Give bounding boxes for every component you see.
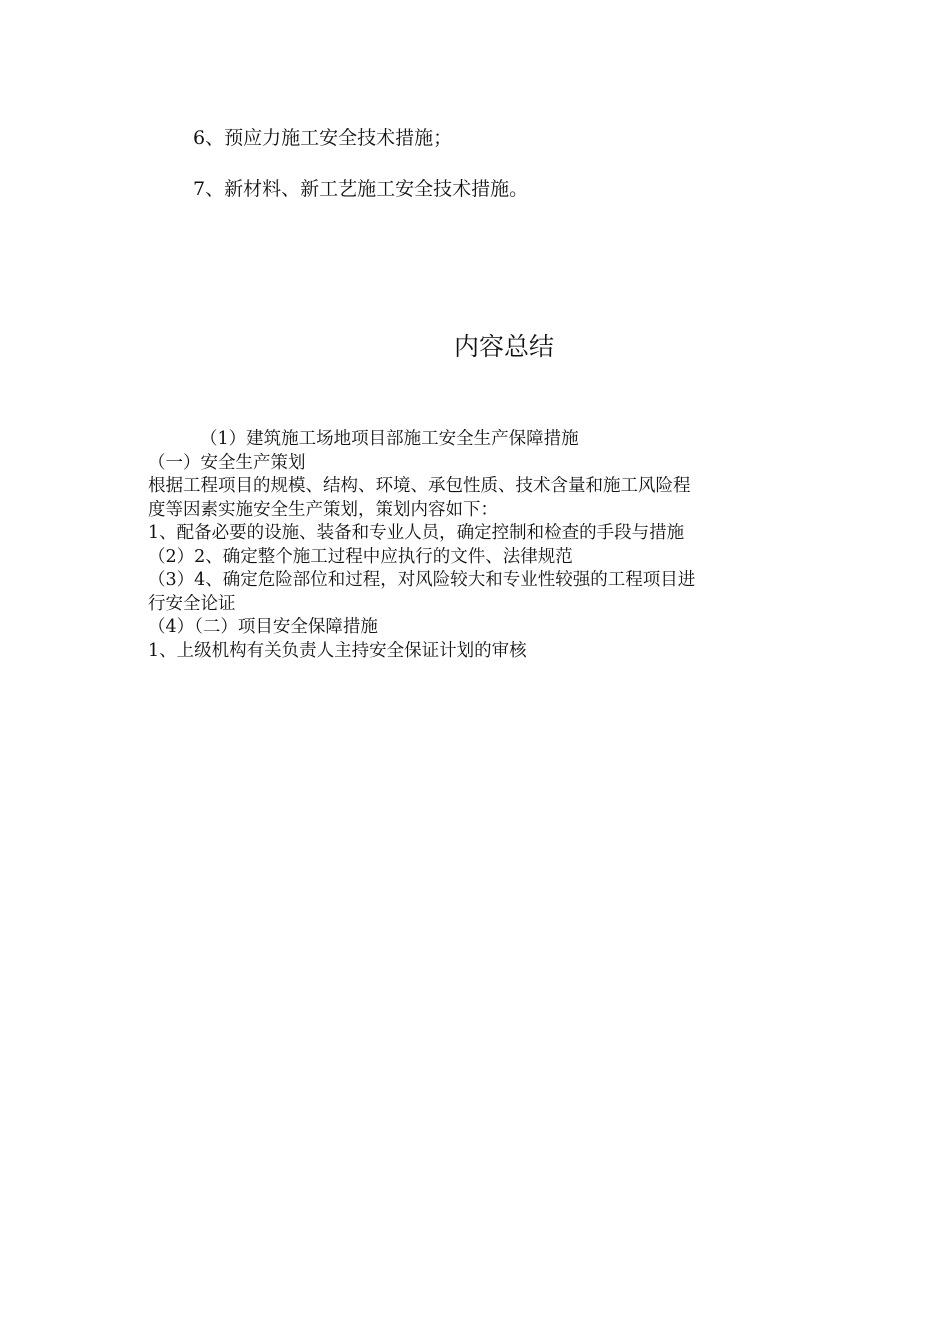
summary-title: 内容总结 xyxy=(453,332,554,361)
summary-body xyxy=(148,428,808,663)
summary-line-9: （4）（二）项目安全保障措施 xyxy=(148,617,378,637)
list-item-7: 7、新材料、新工艺施工安全技术措施。 xyxy=(193,178,529,200)
summary-line-3: 根据工程项目的规模、结构、环境、承包性质、技术含量和施工风险程 xyxy=(148,476,691,496)
summary-line-4: 度等因素实施安全生产策划，策划内容如下： xyxy=(148,499,498,520)
summary-line-2: （一）安全生产策划 xyxy=(148,452,306,473)
summary-line-6: （2）2、确定整个施工过程中应执行的文件、法律规范 xyxy=(148,546,573,567)
list-item-6: 6、预应力施工安全技术措施； xyxy=(193,127,453,149)
summary-line-5: 1、配备必要的设施、装备和专业人员，确定控制和检查的手段与措施 xyxy=(148,523,685,543)
summary-line-1: （1）建筑施工场地项目部施工安全生产保障措施 xyxy=(200,429,579,449)
summary-line-8: 行安全论证 xyxy=(148,593,236,614)
summary-line-7: （3）4、确定危险部位和过程，对风险较大和专业性较强的工程项目进 xyxy=(148,570,696,590)
summary-line-10: 1、上级机构有关负责人主持安全保证计划的审核 xyxy=(148,640,527,661)
